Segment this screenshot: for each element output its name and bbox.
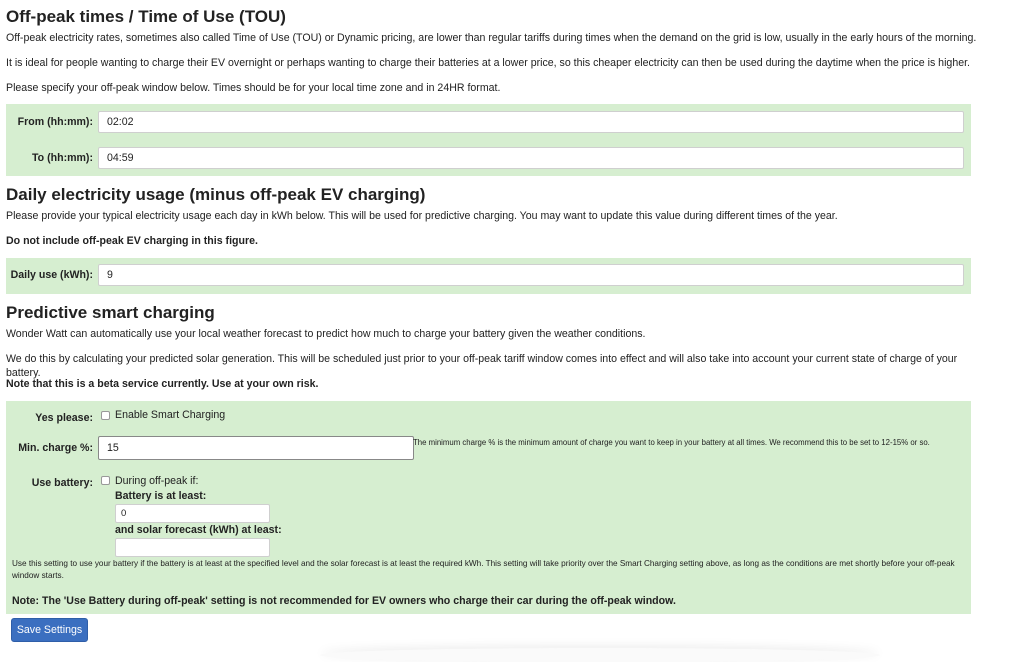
offpeak-desc-1: Off-peak electricity rates, sometimes also called Time of Use (TOU) or Dynamic pricing, are lower than regular tariffs during times when the demand on the grid is low, usually in the early hours of the morning.	[6, 32, 977, 44]
daily-panel	[6, 258, 971, 294]
use-battery-label: Use battery:	[31, 477, 93, 489]
predictive-desc-1: Wonder Watt can automatically use your local weather forecast to predict how much to charge your battery given the weather conditions.	[6, 328, 646, 340]
predictive-desc-3: Note that this is a beta service currently. Use at your own risk.	[6, 378, 319, 390]
during-offpeak-checkbox[interactable]	[101, 476, 110, 485]
offpeak-title: Off-peak times / Time of Use (TOU)	[6, 7, 286, 26]
to-time-input[interactable]: 04:59	[98, 147, 964, 169]
from-time-input[interactable]: 02:02	[98, 111, 964, 133]
enable-smart-charging-label: Enable Smart Charging	[115, 409, 226, 421]
to-label: To (hh:mm):	[32, 152, 93, 164]
during-offpeak-label: During off-peak if:	[115, 475, 199, 487]
use-battery-help: Use this setting to use your battery if the battery is at least at the specified level and the solar forecast is at least the required kWh. This setting will take priority over the Smart Charging setting above, as long as the conditions are met shortly before your off-peak window starts.	[12, 559, 955, 580]
enable-smart-charging-checkbox[interactable]	[101, 411, 110, 420]
solar-forecast-label: and solar forecast (kWh) at least:	[115, 524, 282, 536]
offpeak-panel	[6, 104, 971, 176]
min-charge-label: Min. charge %:	[18, 442, 93, 454]
daily-desc-1: Please provide your typical electricity usage each day in kWh below. This will be used for predictive charging. You may want to update this value during different times of the year.	[6, 210, 838, 222]
offpeak-desc-2: It is ideal for people wanting to charge their EV overnight or perhaps wanting to charge their batteries at a lower price, so this cheaper electricity can then be used during the daytime when the price is higher.	[6, 57, 970, 69]
daily-title: Daily electricity usage (minus off-peak EV charging)	[6, 185, 426, 204]
from-label: From (hh:mm):	[17, 116, 93, 128]
predictive-title: Predictive smart charging	[6, 303, 215, 322]
solar-forecast-input[interactable]	[115, 538, 270, 557]
offpeak-desc-3: Please specify your off-peak window below. Times should be for your local time zone and in 24HR format.	[6, 82, 501, 94]
battery-least-input[interactable]: 0	[115, 504, 270, 523]
save-settings-button[interactable]: Save Settings	[11, 618, 88, 642]
bottom-popup-shadow	[320, 648, 880, 662]
use-battery-note: Note: The 'Use Battery during off-peak' setting is not recommended for EV owners who charge their car during the off-peak window.	[12, 595, 676, 607]
yes-please-label: Yes please:	[35, 412, 93, 424]
battery-least-label: Battery is at least:	[115, 490, 207, 502]
min-charge-input[interactable]: 15	[98, 436, 414, 460]
daily-use-input[interactable]: 9	[98, 264, 964, 286]
min-charge-help: The minimum charge % is the minimum amount of charge you want to keep in your battery at all times. We recommend this to be set to 12-15% or so.	[413, 438, 930, 447]
daily-use-label: Daily use (kWh):	[10, 269, 93, 281]
daily-desc-2: Do not include off-peak EV charging in this figure.	[6, 235, 258, 247]
predictive-desc-2: We do this by calculating your predicted solar generation. This will be scheduled just prior to your off-peak tariff window comes into effect and will also take into account your current state of charge of your battery.	[6, 353, 958, 379]
predictive-panel	[6, 401, 971, 614]
